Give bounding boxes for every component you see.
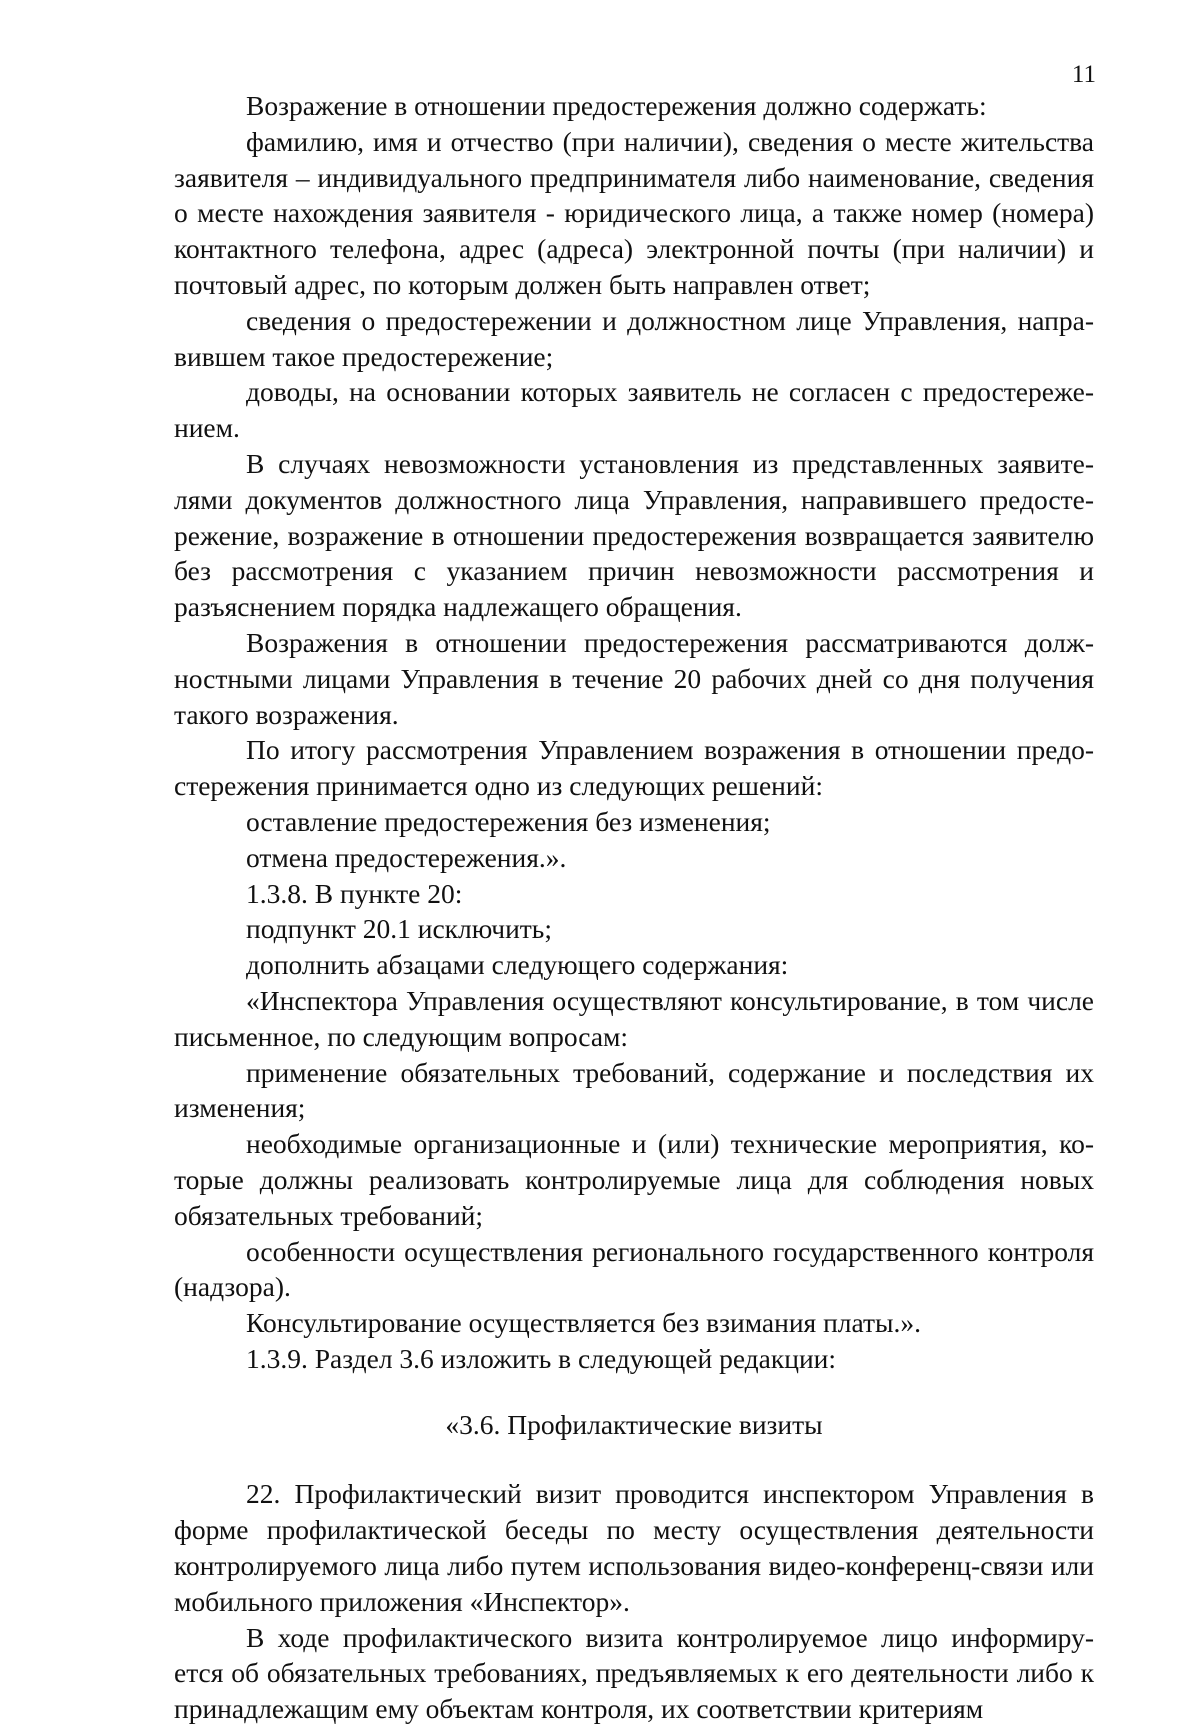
paragraph: особенности осуществления регионального государственного контроля (надзора). xyxy=(174,1235,1094,1303)
paragraph: В ходе профилактического визита контролируемое лицо информируется об обязательных требованиях, предъявляемых к его деятельности либо к принадлежащим ему объектам контроля, их соответствии критериям xyxy=(174,1621,1094,1725)
paragraph: сведения о предостережении и должностном лице Управления, направившем такое предостережение; xyxy=(174,304,1094,372)
paragraph: 1.3.8. В пункте 20: xyxy=(246,877,463,909)
document-body xyxy=(174,88,1094,1727)
paragraph: доводы, на основании которых заявитель не согласен с предостережением. xyxy=(174,376,1094,444)
paragraph: применение обязательных требований, содержание и последствия их изменения; xyxy=(174,1056,1094,1124)
paragraph: оставление предостережения без изменения; xyxy=(246,805,771,837)
paragraph: 1.3.9. Раздел 3.6 изложить в следующей редакции: xyxy=(246,1342,837,1374)
paragraph: отмена предостережения.». xyxy=(246,841,567,873)
paragraph: 22. Профилактический визит проводится инспектором Управления в форме профилактической беседы по месту осуществления деятельности контролируемого лица либо путем использования видео-конференц-связи или мобильного приложения «Инспектор». xyxy=(174,1478,1094,1617)
section-heading: «3.6. Профилактические визиты xyxy=(445,1408,823,1440)
paragraph: дополнить абзацами следующего содержания: xyxy=(246,949,789,981)
paragraph: Возражение в отношении предостережения должно содержать: xyxy=(246,90,987,121)
paragraph: необходимые организационные и (или) технические мероприятия, которые должны реализовать контролируемые лица для соблюдения новых обязательных требований; xyxy=(174,1128,1094,1231)
page-number: 11 xyxy=(1071,61,1096,88)
paragraph: фамилию, имя и отчество (при наличии), сведения о месте жительства заявителя – индивидуального предпринимателя либо наименование, сведения о месте нахождения заявителя - юридического лица, а также номер (номера) контактного телефона, адрес (адреса) электронной почты (при наличии) и почтовый адрес, по которым должен быть направлен ответ; xyxy=(174,125,1094,300)
paragraph: Консультирование осуществляется без взимания платы.». xyxy=(246,1307,921,1339)
paragraph: В случаях невозможности установления из представленных заявителями документов должностного лица Управления, направившего предостережение, возражение в отношении предостережения возвращается заявителю без рассмотрения с указанием причин невозможности рассмотрения и разъяснением порядка надлежащего обращения. xyxy=(174,447,1094,623)
paragraph: подпункт 20.1 исключить; xyxy=(246,913,552,945)
paragraph: «Инспектора Управления осуществляют консультирование, в том числе письменное, по следующим вопросам: xyxy=(174,984,1094,1052)
paragraph: По итогу рассмотрения Управлением возражения в отношении предостережения принимается одно из следующих решений: xyxy=(174,734,1094,802)
paragraph: Возражения в отношении предостережения рассматриваются должностными лицами Управления в течение 20 рабочих дней со дня получения такого возражения. xyxy=(174,626,1094,730)
